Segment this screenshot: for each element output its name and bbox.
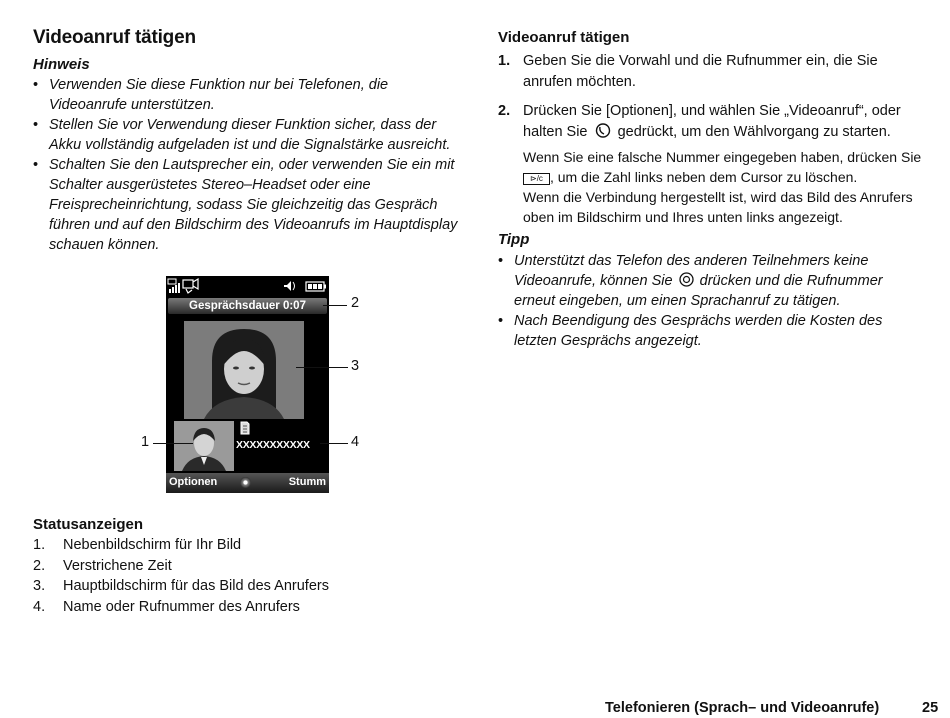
hint-item: • Schalten Sie den Lautsprecher ein, oder verwenden Sie ein mit Schalter ausgerüstetes Stereo–Headset oder eine Freisprecheinrichtung, sodass Sie gleichzeitig das Gespräch führen und auf den Bildschirm des Videoanrufs im Hauptdisplay schauen können. bbox=[33, 155, 461, 255]
tip-item: • Nach Beendigung des Gesprächs werden die Kosten des letzten Gesprächs angezeigt. bbox=[498, 311, 926, 351]
hint-list bbox=[33, 75, 461, 255]
status-heading: Statusanzeigen bbox=[33, 516, 144, 533]
battery-icon bbox=[306, 282, 326, 291]
caller-portrait-icon bbox=[184, 321, 304, 419]
speaker-icon bbox=[284, 281, 295, 291]
status-item: 4. Name oder Rufnummer des Anrufers bbox=[33, 598, 300, 615]
end-key-icon bbox=[679, 272, 694, 287]
tip-heading: Tipp bbox=[498, 231, 530, 248]
step-2-note-2: Wenn die Verbindung hergestellt ist, wird das Bild des Anrufers oben im Bildschirm und Ihres unten links angezeigt. bbox=[523, 189, 913, 225]
status-bar bbox=[166, 276, 329, 296]
signal-icon bbox=[168, 279, 180, 293]
own-portrait-icon bbox=[174, 421, 234, 471]
step-1-text: Geben Sie die Vorwahl und die Rufnummer ein, die Sie anrufen möchten. bbox=[523, 53, 878, 90]
step-1-number: 1. bbox=[498, 53, 511, 69]
step-2-text-a: Drücken Sie [Optionen], und wählen Sie „Videoanruf“, oder halten Sie bbox=[523, 103, 901, 140]
page-number: 25 bbox=[922, 700, 939, 716]
callout-2: 2 bbox=[351, 295, 360, 311]
step-1 bbox=[498, 51, 923, 92]
callout-4: 4 bbox=[351, 434, 360, 450]
page-title: Videoanruf tätigen bbox=[33, 27, 196, 48]
footer-section: Telefonieren (Sprach– und Videoanrufe) bbox=[605, 700, 880, 716]
softkey-mute: Stumm bbox=[288, 476, 326, 488]
hint-item: • Verwenden Sie diese Funktion nur bei Telefonen, die Videoanrufe unterstützen. bbox=[33, 75, 461, 115]
step-2-note-1a: Wenn Sie eine falsche Nummer eingegeben haben, drücken Sie bbox=[523, 149, 922, 165]
status-item: 3. Hauptbildschirm für das Bild des Anrufers bbox=[33, 578, 329, 594]
caller-image bbox=[184, 321, 304, 419]
softkey-bar bbox=[166, 473, 329, 493]
callout-line-4 bbox=[320, 443, 348, 444]
status-icons bbox=[166, 276, 329, 296]
callout-1: 1 bbox=[141, 434, 150, 450]
call-duration: Gesprächsdauer 0:07 bbox=[168, 298, 327, 314]
status-list bbox=[33, 535, 453, 617]
callout-line-3 bbox=[296, 367, 348, 368]
callout-line-2 bbox=[323, 305, 347, 306]
step-2-number: 2. bbox=[498, 103, 511, 119]
caller-name: XXXXXXXXXXX bbox=[236, 439, 310, 451]
tip-item: • Unterstützt das Telefon des anderen Teilnehmers keine Videoanrufe, können Sie drücken und die Rufnummer erneut eingeben, um einen Sprachanruf zu tätigen. bbox=[498, 251, 926, 311]
phone-screen bbox=[166, 276, 329, 493]
callout-3: 3 bbox=[351, 358, 360, 374]
step-2-text-b: gedrückt, um den Wählvorgang zu starten. bbox=[617, 123, 891, 140]
clear-key-icon: ⊳/c bbox=[523, 173, 550, 185]
own-image bbox=[174, 421, 234, 471]
step-2-notes bbox=[498, 147, 923, 227]
step-2-note-1b: , um die Zahl links neben dem Cursor zu löschen. bbox=[549, 169, 858, 185]
callout-line-1 bbox=[153, 443, 193, 444]
hint-item: • Stellen Sie vor Verwendung dieser Funktion sicher, dass der Akku vollständig aufgeladen ist und die Signalstärke ausreicht. bbox=[33, 115, 461, 155]
softkey-options: Optionen bbox=[169, 476, 218, 488]
status-item: 2. Verstrichene Zeit bbox=[33, 557, 172, 574]
center-key-icon bbox=[240, 477, 251, 488]
hint-heading: Hinweis bbox=[33, 56, 90, 73]
steps-heading: Videoanruf tätigen bbox=[498, 29, 630, 46]
call-key-icon bbox=[595, 123, 611, 138]
phone-figure bbox=[33, 270, 463, 500]
tip-list bbox=[498, 251, 926, 351]
step-2 bbox=[498, 101, 923, 227]
document-icon bbox=[240, 421, 250, 435]
status-item: 1. Nebenbildschirm für Ihr Bild bbox=[33, 537, 242, 553]
video-icon bbox=[183, 279, 198, 293]
